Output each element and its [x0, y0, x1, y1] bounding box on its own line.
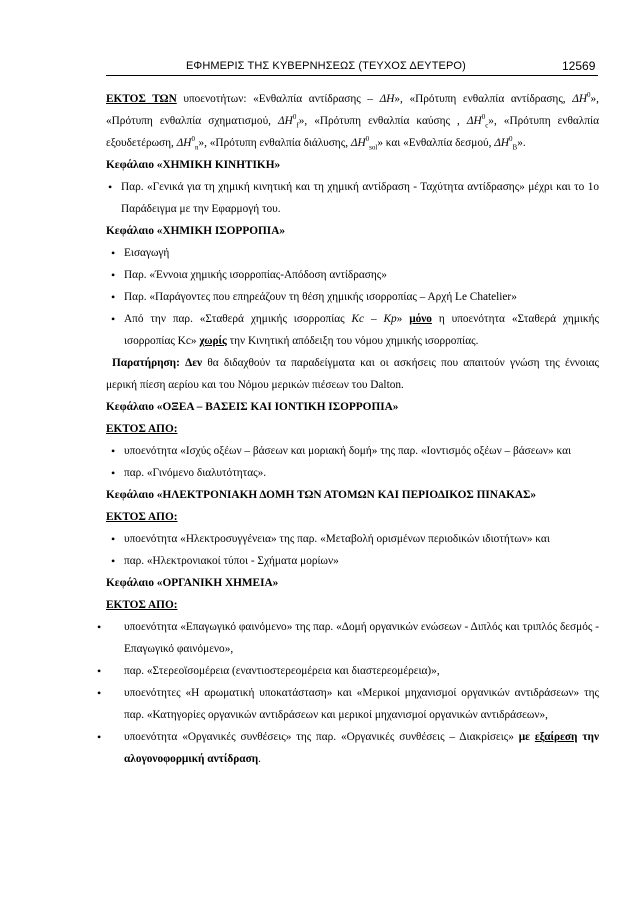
header-rule [106, 75, 598, 76]
equilibrium-list [106, 242, 599, 352]
except-heading: ΕΚΤΟΣ ΑΠΟ: [106, 423, 178, 435]
note-label: Παρατήρηση: [112, 357, 180, 369]
list-item: • παρ. «Γινόμενο διαλυτότητας». [106, 462, 599, 484]
except-lead: ΕΚΤΟΣ ΤΩΝ [106, 93, 177, 105]
section-title-equilibrium: Κεφάλαιο «ΧΗΜΙΚΗ ΙΣΟΡΡΟΠΙΑ» [106, 225, 285, 237]
document-body [106, 88, 599, 770]
organic-list [106, 616, 599, 770]
emphasis-exception: εξαίρεση [534, 731, 578, 743]
list-item: • υποενότητες «Η αρωματική υποκατάσταση» και «Μερικοί μηχανισμοί οργανικών αντιδράσεων» της παρ. «Κατηγορίες οργανικών αντιδράσεων και μερικοί μηχανισμοί οργανικών αντιδράσεων», [97, 682, 599, 726]
intro-paragraph: ΕΚΤΟΣ ΤΩΝ υποενοτήτων: «Ενθαλπία αντίδρασης – ΔΗ», «Πρότυπη ενθαλπία αντίδρασης, $\Delta H^0$», «Πρότυπη ενθαλπία σχηματισμού, $\Delta H^0_f$», «Πρότυπη ενθαλπία καύσης , $\Delta H^0_c$», «Πρότυπη ενθαλπία εξουδετέρωση, $\Delta H^0_n$», «Πρότυπη ενθαλπία διάλυσης, $\Delta H^0_{sol}$» και «Ενθαλπία δεσμού, $\Delta H^0_B$». [106, 91, 599, 152]
section-title-electronic: Κεφάλαιο «ΗΛΕΚΤΡΟΝΙΑΚΗ ΔΟΜΗ ΤΩΝ ΑΤΟΜΩΝ ΚΑΙ ΠΕΡΙΟΔΙΚΟΣ ΠΙΝΑΚΑΣ» [106, 489, 537, 501]
emphasis-only: μόνο [409, 313, 432, 325]
list-item: • Εισαγωγή [106, 242, 599, 264]
list-item: • υποενότητα «Επαγωγικό φαινόμενο» της παρ. «Δομή οργανικών ενώσεων - Διπλός και τριπλός δεσμός - Επαγωγικό φαινόμενο», [97, 616, 599, 660]
section-title-acids: Κεφάλαιο «ΟΞΕΑ – ΒΑΣΕΙΣ ΚΑΙ ΙΟΝΤΙΚΗ ΙΣΟΡΡΟΠΙΑ» [106, 401, 399, 413]
section-title-organic: Κεφάλαιο «ΟΡΓΑΝΙΚΗ ΧΗΜΕΙΑ» [106, 577, 279, 589]
emphasis-without: χωρίς [199, 335, 227, 347]
list-item: • υποενότητα «Ισχύς οξέων – βάσεων και μοριακή δομή» της παρ. «Ιοντισμός οξέων – βάσεων» και [106, 440, 599, 462]
electronic-list [106, 528, 599, 572]
except-heading: ΕΚΤΟΣ ΑΠΟ: [106, 511, 178, 523]
list-item: • υποενότητα «Οργανικές συνθέσεις» της παρ. «Οργανικές συνθέσεις – Διακρίσεις» με εξαίρεση την αλογονοφορμική αντίδραση. [97, 726, 599, 770]
note-paragraph: Παρατήρηση: Δεν θα διδαχθούν τα παραδείγματα και οι ασκήσεις που απαιτούν γνώση της έννοιας μερική πίεση αερίου και του Νόμου μερικών πιέσεων του Dalton. [106, 357, 599, 391]
list-item: • Παρ. «Έννοια χημικής ισορροπίας-Απόδοση αντίδρασης» [106, 264, 599, 286]
list-item: • Παρ. «Παράγοντες που επηρεάζουν τη θέση χημικής ισορροπίας – Αρχή Le Chatelier» [106, 286, 599, 308]
except-heading: ΕΚΤΟΣ ΑΠΟ: [106, 599, 178, 611]
list-item: • υποενότητα «Ηλεκτροσυγγένεια» της παρ. «Μεταβολή ορισμένων περιοδικών ιδιοτήτων» και [106, 528, 599, 550]
list-item: • παρ. «Στερεοϊσομέρεια (εναντιοστερεομέρεια και διαστερεομέρεια)», [97, 660, 599, 682]
list-item: • παρ. «Ηλεκτρονιακοί τύποι - Σχήματα μορίων» [106, 550, 599, 572]
section-title-kinetics: Κεφάλαιο «ΧΗΜΙΚΗ ΚΙΝΗΤΙΚΗ» [106, 159, 281, 171]
list-item: • Από την παρ. «Σταθερά χημικής ισορροπίας Kc – Kp» μόνο η υποενότητα «Σταθερά χημικής ισορροπίας Kc» χωρίς την Κινητική απόδειξη του νόμου χημικής ισορροπίας. [106, 308, 599, 352]
gazette-title: ΕΦΗΜΕΡΙΣ ΤΗΣ ΚΥΒΕΡΝΗΣΕΩΣ (ΤΕΥΧΟΣ ΔΕΥΤΕΡΟ) [186, 60, 466, 72]
page-number: 12569 [562, 59, 596, 73]
list-item: • Παρ. «Γενικά για τη χημική κινητική και τη χημική αντίδραση - Ταχύτητα αντίδρασης» μέχρι και το 1ο Παράδειγμα με την Εφαρμογή του. [103, 176, 599, 220]
acids-list [106, 440, 599, 484]
page-header [0, 0, 638, 80]
